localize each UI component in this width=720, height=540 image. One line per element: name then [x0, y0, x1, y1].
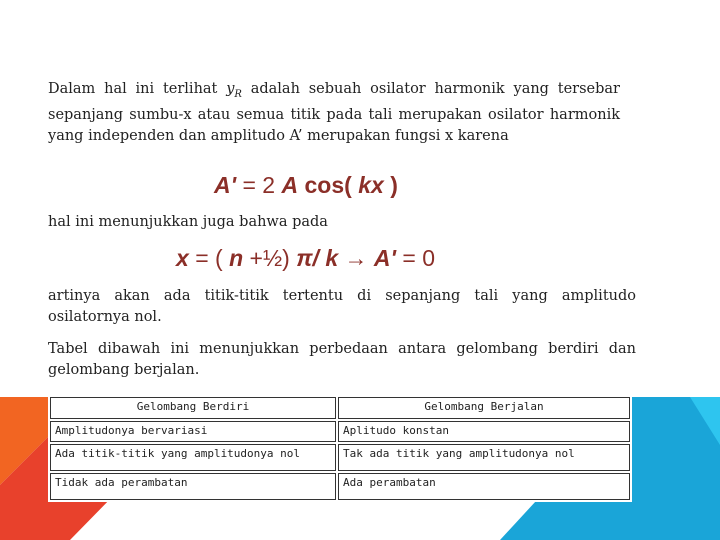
table-cell: Aplitudo konstan	[338, 421, 630, 442]
intro-paragraph	[48, 79, 620, 147]
formula2-x: x	[176, 245, 189, 271]
second-paragraph: hal ini menunjukkan juga bahwa pada	[48, 214, 328, 230]
table-row	[50, 473, 630, 500]
formula1-a: A	[281, 172, 299, 198]
intro-text-end: adalah sebuah osilator harmonik yang tersebar sepanjang sumbu-x atau semua titik pada tali merupakan osilator harmonik yang independen dan amplitudo A’ merupakan fungsi x karena	[48, 81, 620, 144]
variable-y: y	[226, 81, 235, 97]
variable-subscript: R	[234, 88, 242, 100]
table-row	[50, 421, 630, 442]
intro-text-start: Dalam hal ini terlihat	[48, 81, 227, 97]
amplitude-formula	[214, 172, 398, 199]
formula2-n: n	[229, 245, 244, 271]
formula1-cos: cos(	[304, 172, 352, 198]
formula2-pi-k: π/ k	[296, 245, 339, 271]
formula2-zero: = 0	[402, 245, 436, 271]
table-row	[50, 444, 630, 471]
formula1-lhs: A'	[214, 172, 237, 198]
formula1-kx: kx	[358, 172, 384, 198]
table-header-row	[50, 397, 630, 419]
table-header-cell: Gelombang Berdiri	[50, 397, 336, 419]
table-cell: Tidak ada perambatan	[50, 473, 336, 500]
third-paragraph: artinya akan ada titik-titik tertentu di sepanjang tali yang amplitudo osilatornya nol.	[48, 288, 636, 325]
comparison-table-container	[48, 395, 632, 502]
formula2-arrow: →	[344, 245, 368, 271]
table-cell: Tak ada titik yang amplitudonya nol	[338, 444, 630, 471]
formula2-a: A'	[373, 245, 397, 271]
formula1-close: )	[390, 172, 398, 198]
formula2-equals: = (	[195, 245, 223, 271]
formula1-equals: = 2	[242, 172, 276, 198]
comparison-table	[48, 395, 632, 502]
table-cell: Ada titik-titik yang amplitudonya nol	[50, 444, 336, 471]
table-header-cell: Gelombang Berjalan	[338, 397, 630, 419]
node-formula	[176, 245, 435, 272]
formula2-plus-half: +½)	[249, 245, 290, 271]
table-cell: Ada perambatan	[338, 473, 630, 500]
table-cell: Amplitudonya bervariasi	[50, 421, 336, 442]
fourth-paragraph: Tabel dibawah ini menunjukkan perbedaan antara gelombang berdiri dan gelombang berjalan.	[48, 341, 636, 378]
